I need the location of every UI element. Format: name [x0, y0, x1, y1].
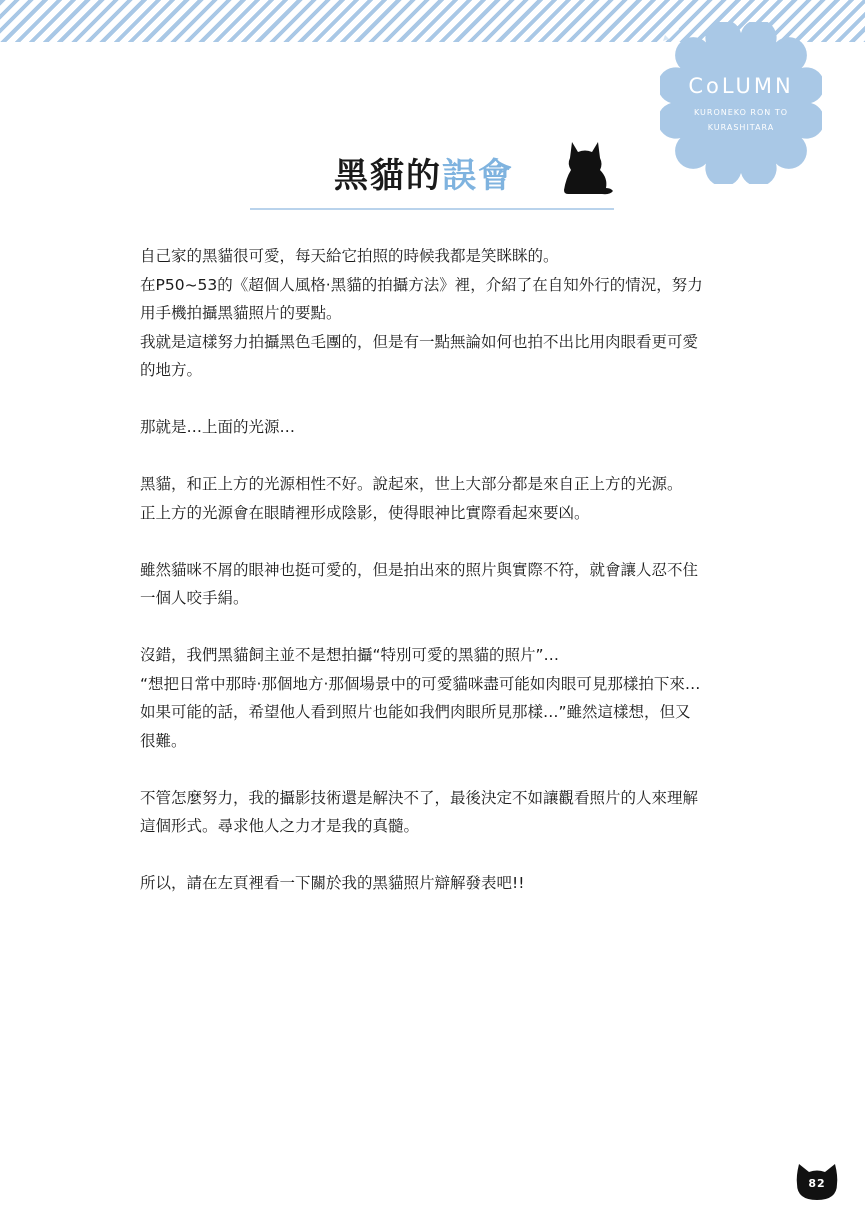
body-line: 一個人咬手絹。 — [140, 589, 249, 607]
page-number-badge — [795, 1162, 839, 1202]
paragraph-gap — [140, 527, 740, 556]
heading-block — [250, 132, 614, 210]
body-line: 不管怎麼努力，我的攝影技術還是解決不了，最後決定不如讓觀看照片的人來理解 — [140, 788, 699, 807]
body-line: “想把日常中那時‧那個地方‧那個場景中的可愛貓咪盡可能如肉眼可見那樣拍下來… — [140, 674, 701, 693]
body-line: 自己家的黑貓很可愛，每天給它拍照的時候我都是笑眯眯的。 — [140, 247, 559, 265]
column-badge — [660, 22, 822, 184]
body-line: 沒錯，我們黑貓飼主並不是想拍攝“特別可愛的黑貓的照片”… — [140, 646, 560, 664]
title-dark-part: 黑貓的 — [334, 156, 442, 196]
paragraph-gap — [140, 613, 740, 642]
body-line: 黑貓，和正上方的光源相性不好。說起來，世上大部分都是來自正上方的光源。 — [140, 475, 683, 493]
title-accent-part: 誤會 — [442, 156, 514, 196]
paragraph-gap — [140, 385, 740, 414]
black-cat-icon — [556, 138, 614, 196]
body-line: 所以，請在左頁裡看一下關於我的黑貓照片辯解發表吧!! — [140, 874, 525, 892]
paragraph-gap — [140, 755, 740, 784]
article-body — [140, 242, 740, 898]
body-line: 很難。 — [140, 731, 187, 750]
column-title: CoLUMN — [688, 74, 794, 98]
title-underline — [250, 208, 614, 210]
page-number: 82 — [808, 1177, 826, 1190]
body-line: 用手機拍攝黑貓照片的要點。 — [140, 304, 342, 322]
paragraph-gap — [140, 442, 740, 471]
column-subtitle-line2: KURASHITARA — [707, 123, 775, 132]
pencil-icon — [660, 22, 682, 44]
body-line: 在P50~53的《超個人風格‧黑貓的拍攝方法》裡，介紹了在自知外行的情況，努力 — [140, 275, 703, 294]
scalloped-badge-shape — [660, 22, 822, 184]
body-line: 正上方的光源會在眼睛裡形成陰影，使得眼神比實際看起來要凶。 — [140, 503, 590, 522]
body-line: 的地方。 — [140, 361, 203, 379]
column-subtitle-line1: KURONEKO RON TO — [694, 108, 788, 117]
page-title — [334, 148, 514, 197]
paragraph-gap — [140, 841, 740, 870]
body-line: 我就是這樣努力拍攝黑色毛團的，但是有一點無論如何也拍不出比用肉眼看更可愛 — [140, 332, 699, 351]
body-line: 那就是…上面的光源… — [140, 418, 296, 436]
body-line: 這個形式。尋求他人之力才是我的真髓。 — [140, 817, 420, 835]
body-line: 如果可能的話，希望他人看到照片也能如我們肉眼所見那樣…”雖然這樣想，但又 — [140, 703, 691, 721]
body-line: 雖然貓咪不屑的眼神也挺可愛的，但是拍出來的照片與實際不符，就會讓人忍不住 — [140, 560, 699, 579]
